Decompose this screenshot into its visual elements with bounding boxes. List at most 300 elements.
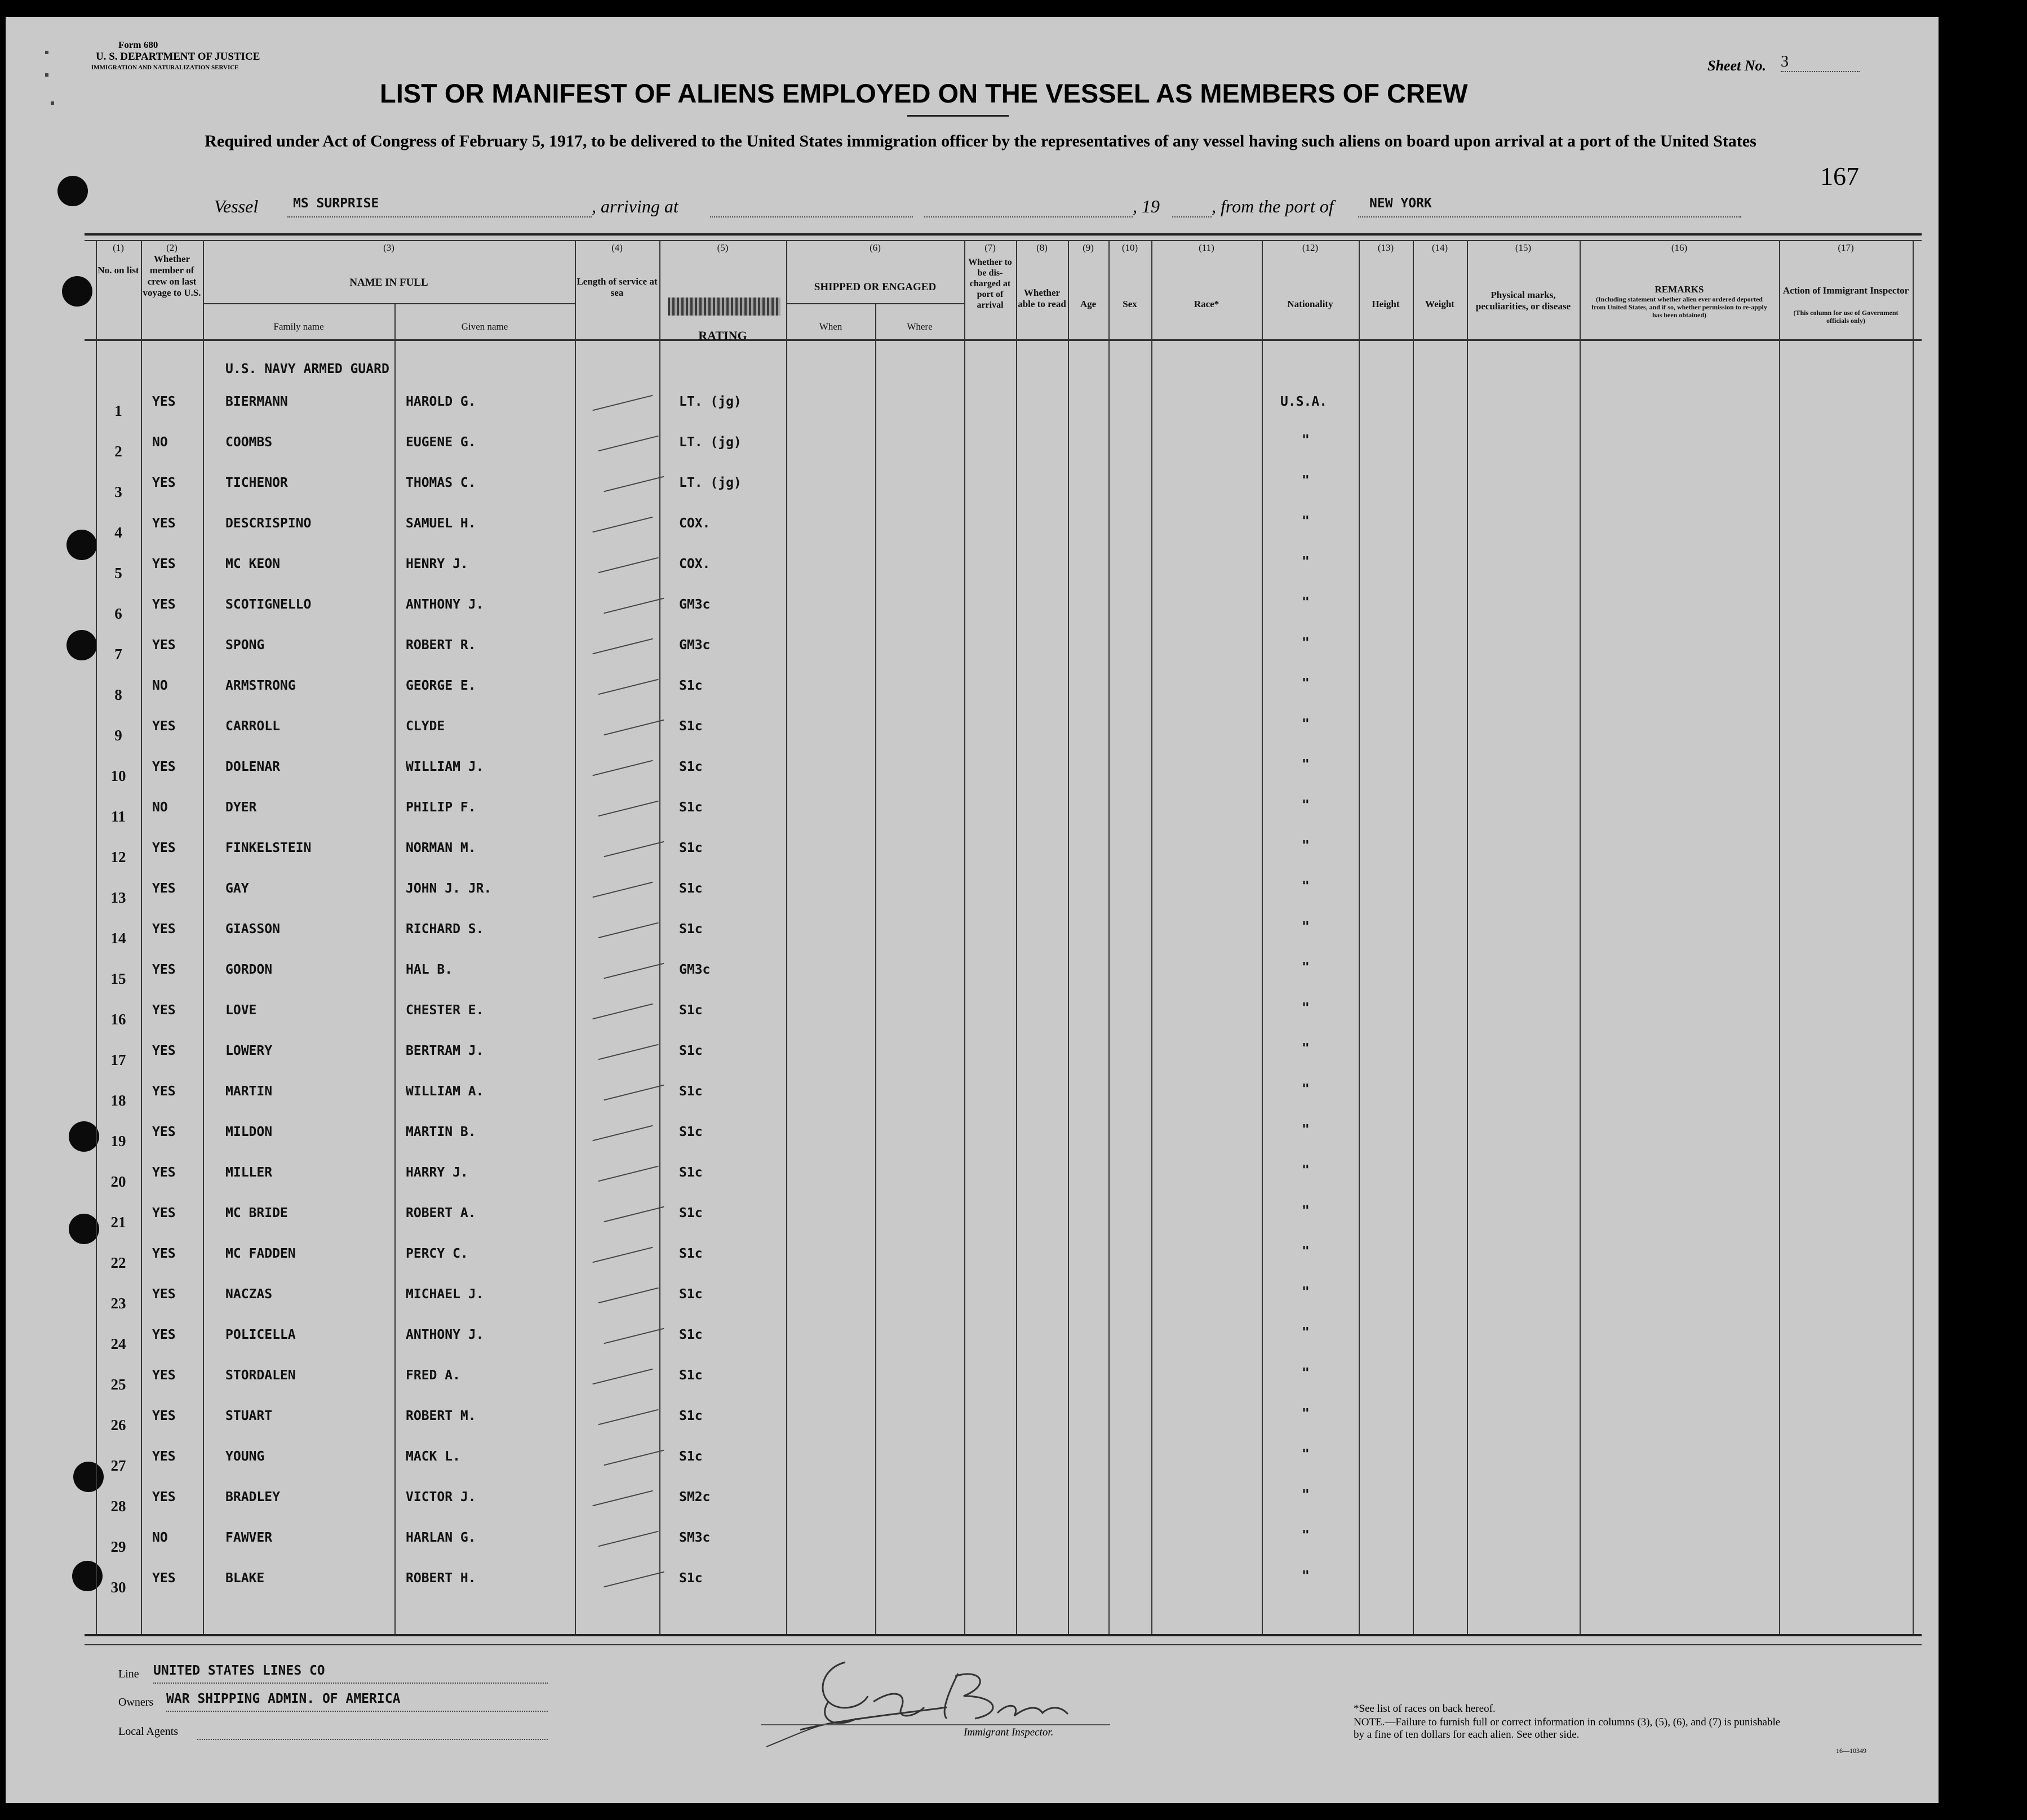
row-number: 22 [110, 1254, 126, 1271]
row-rating: COX. [679, 557, 711, 571]
footer-top-border [85, 1644, 1922, 1645]
row-family-name: POLICELLA [225, 1328, 296, 1342]
row-family-name: LOVE [225, 1003, 257, 1018]
service: IMMIGRATION AND NATURALIZATION SERVICE [91, 64, 239, 71]
service-tick-mark [598, 1531, 658, 1547]
header-remarks-note: (Including statement whether alien ever ordered deported from United States, and if so, whether permission to re-apply has been obtained) [1591, 295, 1767, 319]
row-last-voyage: NO [152, 678, 168, 693]
column-rule [1068, 240, 1069, 1634]
header-weight: Weight [1425, 299, 1454, 309]
row-last-voyage: YES [152, 1571, 176, 1586]
service-tick-mark [598, 801, 658, 817]
service-tick-mark [598, 679, 658, 695]
row-last-voyage: YES [152, 841, 176, 855]
date-underline [924, 216, 1133, 217]
agents-underline [197, 1739, 548, 1740]
column-rule [575, 240, 576, 1634]
column-rule [141, 240, 142, 1634]
port-name: NEW YORK [1369, 196, 1432, 211]
column-rule [1413, 240, 1414, 1634]
column-rule [1779, 240, 1780, 1634]
table-top-border-inner [85, 240, 1922, 241]
row-nationality: " [1302, 1244, 1310, 1259]
row-nationality: " [1302, 879, 1310, 894]
row-family-name: FAWVER [225, 1530, 273, 1545]
row-family-name: COOMBS [225, 435, 273, 450]
row-rating: S1c [679, 1571, 703, 1586]
header-height: Height [1372, 299, 1400, 309]
row-number: 25 [110, 1376, 126, 1393]
section-heading: U.S. NAVY ARMED GUARD [225, 362, 389, 376]
column-number: (12) [1302, 242, 1319, 253]
row-nationality: " [1302, 1488, 1310, 1502]
name-subheader-line [203, 303, 575, 304]
header-no-on-list: No. on list [97, 265, 139, 276]
column-rule [1913, 240, 1914, 1634]
row-number: 29 [110, 1538, 126, 1555]
row-given-name: FRED A. [406, 1368, 460, 1383]
row-family-name: ARMSTRONG [225, 678, 296, 693]
row-family-name: NACZAS [225, 1287, 273, 1302]
column-rule [203, 240, 204, 1634]
row-nationality: " [1302, 554, 1310, 569]
row-last-voyage: NO [152, 800, 168, 815]
row-family-name: BIERMANN [225, 394, 288, 409]
row-family-name: FINKELSTEIN [225, 841, 312, 855]
year-underline [1172, 216, 1212, 217]
row-rating: S1c [679, 1165, 703, 1180]
row-number: 23 [110, 1295, 126, 1312]
row-rating: S1c [679, 1368, 703, 1383]
row-rating: S1c [679, 881, 703, 896]
row-number: 17 [110, 1051, 126, 1068]
row-nationality: " [1302, 1082, 1310, 1097]
service-tick-mark [592, 1247, 653, 1263]
manifest-sheet [6, 17, 1939, 1803]
row-rating: GM3c [679, 638, 711, 652]
row-family-name: LOWERY [225, 1044, 273, 1058]
row-given-name: HARRY J. [406, 1165, 468, 1180]
row-given-name: ANTHONY J. [406, 1328, 484, 1342]
row-number: 8 [114, 686, 122, 703]
column-rule [964, 240, 965, 1634]
row-given-name: HAROLD G. [406, 394, 476, 409]
from-port-label: , from the port of [1212, 196, 1334, 216]
row-family-name: MARTIN [225, 1084, 273, 1099]
subtitle: Required under Act of Congress of February 5, 1917, to be delivered to the United States immigration officer by the representatives of any vessel having such aliens on board upon arrival at a port of the United States [205, 132, 1757, 150]
row-given-name: RICHARD S. [406, 922, 484, 936]
row-number: 14 [110, 930, 126, 947]
header-nationality: Nationality [1287, 299, 1333, 309]
row-rating: S1c [679, 719, 703, 734]
header-length-of-service: Length of service at sea [576, 276, 658, 298]
row-nationality: " [1302, 514, 1310, 529]
row-given-name: ROBERT A. [406, 1206, 476, 1220]
punch-hole [69, 1214, 99, 1244]
department: U. S. DEPARTMENT OF JUSTICE [96, 51, 260, 63]
vessel-underline [287, 216, 592, 217]
column-number: (9) [1083, 242, 1094, 253]
column-rule [786, 240, 787, 1634]
print-code: 16—10349 [1836, 1747, 1866, 1755]
service-tick-mark [592, 517, 653, 533]
stamp-number: 167 [1820, 162, 1859, 190]
row-given-name: HARLAN G. [406, 1530, 476, 1545]
row-rating: LT. (jg) [679, 435, 742, 450]
sheet-number: 3 [1781, 53, 1789, 70]
row-last-voyage: YES [152, 1003, 176, 1018]
race-footnote: *See list of races on back hereof. [1354, 1703, 1496, 1715]
service-tick-mark [604, 1206, 664, 1223]
row-nationality: " [1302, 920, 1310, 934]
row-given-name: EUGENE G. [406, 435, 476, 450]
row-last-voyage: YES [152, 922, 176, 936]
row-given-name: WILLIAM J. [406, 760, 484, 774]
row-family-name: DYER [225, 800, 257, 815]
row-nationality: " [1302, 1366, 1310, 1380]
column-number: (13) [1377, 242, 1394, 253]
row-nationality: " [1302, 1041, 1310, 1056]
header-family-name: Family name [273, 321, 324, 332]
row-last-voyage: YES [152, 1287, 176, 1302]
owners-value: WAR SHIPPING ADMIN. OF AMERICA [166, 1692, 401, 1706]
row-nationality: " [1302, 1122, 1310, 1137]
column-number: (17) [1838, 242, 1854, 253]
row-number: 30 [110, 1579, 126, 1596]
header-last-voyage: Whether member of crew on last voyage to U.S. [143, 254, 201, 298]
service-tick-mark [598, 922, 658, 939]
header-shipped-engaged: SHIPPED OR ENGAGED [814, 281, 937, 293]
row-given-name: CHESTER E. [406, 1003, 484, 1018]
service-tick-mark [592, 1490, 653, 1507]
row-nationality: " [1302, 1204, 1310, 1218]
row-family-name: CARROLL [225, 719, 280, 734]
row-nationality: " [1302, 1163, 1310, 1178]
service-tick-mark [604, 1085, 664, 1101]
column-number: (10) [1121, 242, 1138, 253]
row-last-voyage: YES [152, 1125, 176, 1139]
row-family-name: GIASSON [225, 922, 280, 936]
row-nationality: " [1302, 676, 1310, 691]
service-tick-mark [604, 1450, 664, 1466]
row-nationality: " [1302, 1569, 1310, 1583]
row-given-name: HENRY J. [406, 557, 468, 571]
sheet-number-line [1781, 71, 1860, 72]
row-family-name: MC FADDEN [225, 1246, 296, 1261]
row-last-voyage: YES [152, 516, 176, 531]
service-tick-mark [604, 841, 664, 858]
column-rule [1016, 240, 1017, 1634]
row-rating: GM3c [679, 597, 711, 612]
column-rule [659, 240, 660, 1634]
row-number: 9 [114, 727, 122, 744]
row-rating: S1c [679, 1449, 703, 1464]
vessel-name: MS SURPRISE [293, 196, 379, 211]
row-given-name: CLYDE [406, 719, 445, 734]
punch-hole [66, 530, 97, 560]
inspector-signature-line [761, 1724, 1110, 1725]
row-number: 5 [114, 565, 122, 581]
service-tick-mark [604, 598, 664, 614]
row-family-name: MILDON [225, 1125, 273, 1139]
row-given-name: ROBERT H. [406, 1571, 476, 1586]
column-number: (5) [717, 242, 729, 253]
row-rating: S1c [679, 922, 703, 936]
service-tick-mark [592, 760, 653, 776]
row-given-name: JOHN J. JR. [406, 881, 492, 896]
row-number: 20 [110, 1173, 126, 1190]
row-rating: S1c [679, 841, 703, 855]
row-given-name: BERTRAM J. [406, 1044, 484, 1058]
row-nationality: " [1302, 838, 1310, 853]
header-inspector-note: (This column for use of Government officials only) [1793, 309, 1899, 325]
row-given-name: THOMAS C. [406, 476, 476, 490]
inspector-signature [761, 1651, 1110, 1752]
local-agents-label: Local Agents [118, 1725, 179, 1738]
row-given-name: ROBERT M. [406, 1409, 476, 1423]
service-tick-mark [598, 557, 658, 574]
row-number: 24 [110, 1335, 126, 1352]
arriving-underline [710, 216, 913, 217]
row-number: 3 [114, 483, 122, 500]
row-last-voyage: YES [152, 597, 176, 612]
row-rating: S1c [679, 1084, 703, 1099]
row-given-name: NORMAN M. [406, 841, 476, 855]
row-nationality: " [1302, 595, 1310, 610]
row-nationality: " [1302, 1001, 1310, 1015]
row-number: 11 [111, 808, 126, 825]
column-number: (6) [870, 242, 881, 253]
row-rating: S1c [679, 1003, 703, 1018]
row-number: 6 [114, 605, 122, 622]
header-where: Where [907, 321, 933, 332]
row-family-name: TICHENOR [225, 476, 288, 490]
row-given-name: SAMUEL H. [406, 516, 476, 531]
row-last-voyage: YES [152, 760, 176, 774]
row-nationality: U.S.A. [1280, 394, 1328, 409]
header-discharged: Whether to be dis-charged at port of arrival [968, 258, 1012, 310]
row-last-voyage: YES [152, 638, 176, 652]
arriving-label: , arriving at [592, 196, 678, 216]
service-tick-mark [598, 1166, 658, 1182]
port-underline [1358, 216, 1741, 217]
column-rule [394, 303, 396, 1634]
row-number: 26 [110, 1417, 126, 1433]
row-number: 12 [110, 849, 126, 865]
corner-mark [45, 73, 48, 77]
row-last-voyage: YES [152, 1246, 176, 1261]
row-nationality: " [1302, 798, 1310, 813]
row-last-voyage: YES [152, 557, 176, 571]
row-last-voyage: NO [152, 435, 168, 450]
year-label: , 19 [1133, 196, 1160, 216]
row-last-voyage: YES [152, 719, 176, 734]
row-given-name: MACK L. [406, 1449, 460, 1464]
row-given-name: MARTIN B. [406, 1125, 476, 1139]
punch-hole [66, 630, 97, 660]
row-nationality: " [1302, 473, 1310, 488]
service-tick-mark [604, 1572, 664, 1588]
row-number: 18 [110, 1092, 126, 1109]
header-name-in-full: NAME IN FULL [349, 277, 428, 288]
row-last-voyage: YES [152, 1044, 176, 1058]
row-family-name: MILLER [225, 1165, 273, 1180]
row-family-name: STUART [225, 1409, 273, 1423]
row-family-name: SPONG [225, 638, 265, 652]
row-rating: S1c [679, 678, 703, 693]
row-given-name: PHILIP F. [406, 800, 476, 815]
vessel-label: Vessel [214, 196, 259, 216]
punch-hole [62, 276, 92, 307]
row-nationality: " [1302, 717, 1310, 731]
row-given-name: VICTOR J. [406, 1490, 476, 1504]
line-value: UNITED STATES LINES CO [153, 1663, 325, 1678]
row-rating: S1c [679, 1044, 703, 1058]
row-rating: S1c [679, 1409, 703, 1423]
row-number: 13 [110, 889, 126, 906]
header-inspector-action: Action of Immigrant Inspector [1782, 285, 1909, 296]
row-number: 4 [114, 524, 122, 541]
column-rule [1108, 240, 1110, 1634]
row-nationality: " [1302, 1447, 1310, 1462]
row-number: 1 [114, 402, 122, 419]
column-rule [875, 303, 876, 1634]
row-family-name: BRADLEY [225, 1490, 280, 1504]
row-last-voyage: NO [152, 1530, 168, 1545]
service-tick-mark [604, 963, 664, 979]
row-nationality: " [1302, 757, 1310, 772]
line-underline [153, 1683, 548, 1684]
table-bottom-border [85, 1634, 1922, 1636]
row-rating: S1c [679, 1125, 703, 1139]
row-family-name: GORDON [225, 962, 273, 977]
row-nationality: " [1302, 433, 1310, 447]
row-family-name: MC KEON [225, 557, 280, 571]
row-nationality: " [1302, 960, 1310, 975]
column-rule [1467, 240, 1468, 1634]
struck-out-header [668, 298, 780, 316]
row-given-name: HAL B. [406, 962, 453, 977]
title-underline [907, 115, 1009, 117]
service-tick-mark [598, 436, 658, 452]
punch-hole [69, 1121, 99, 1152]
page-title: LIST OR MANIFEST OF ALIENS EMPLOYED ON THE VESSEL AS MEMBERS OF CREW [380, 78, 1468, 108]
service-tick-mark [592, 1369, 653, 1385]
row-number: 10 [110, 767, 126, 784]
row-rating: S1c [679, 1287, 703, 1302]
row-nationality: " [1302, 1406, 1310, 1421]
row-rating: S1c [679, 800, 703, 815]
row-given-name: WILLIAM A. [406, 1084, 484, 1099]
row-rating: S1c [679, 1246, 703, 1261]
header-sex: Sex [1123, 299, 1137, 309]
row-rating: COX. [679, 516, 711, 531]
inspector-label: Immigrant Inspector. [964, 1726, 1054, 1738]
row-last-voyage: YES [152, 1206, 176, 1220]
row-family-name: GAY [225, 881, 249, 896]
service-tick-mark [604, 720, 664, 736]
service-tick-mark [598, 1288, 658, 1304]
service-tick-mark [592, 882, 653, 898]
column-number: (11) [1199, 242, 1214, 253]
row-family-name: YOUNG [225, 1449, 265, 1464]
row-last-voyage: YES [152, 962, 176, 977]
column-number: (8) [1036, 242, 1048, 253]
row-rating: LT. (jg) [679, 394, 742, 409]
column-number: (2) [166, 242, 178, 253]
column-number: (7) [984, 242, 996, 253]
row-number: 27 [110, 1457, 126, 1474]
row-family-name: DESCRISPINO [225, 516, 312, 531]
header-physical-marks: Physical marks, peculiarities, or disease [1475, 290, 1571, 312]
header-given-name: Given name [461, 321, 508, 332]
service-tick-mark [592, 1125, 653, 1142]
row-number: 28 [110, 1498, 126, 1515]
service-tick-mark [598, 1409, 658, 1426]
row-last-voyage: YES [152, 1368, 176, 1383]
header-rating: RATING [698, 329, 747, 343]
row-family-name: BLAKE [225, 1571, 265, 1586]
row-nationality: " [1302, 1528, 1310, 1543]
sheet-label: Sheet No. [1707, 57, 1766, 74]
service-tick-mark [604, 1328, 664, 1344]
column-number: (15) [1515, 242, 1532, 253]
row-family-name: STORDALEN [225, 1368, 296, 1383]
row-last-voyage: YES [152, 1490, 176, 1504]
service-tick-mark [592, 1004, 653, 1020]
row-last-voyage: YES [152, 1449, 176, 1464]
service-tick-mark [592, 395, 653, 411]
service-tick-mark [592, 638, 653, 655]
service-tick-mark [598, 1044, 658, 1060]
column-number: (1) [113, 242, 124, 253]
row-given-name: ANTHONY J. [406, 597, 484, 612]
row-last-voyage: YES [152, 1165, 176, 1180]
row-last-voyage: YES [152, 476, 176, 490]
punch-hole [57, 176, 88, 206]
form-number: Form 680 [118, 39, 158, 50]
row-family-name: DOLENAR [225, 760, 280, 774]
row-given-name: PERCY C. [406, 1246, 468, 1261]
row-number: 15 [110, 970, 126, 987]
line-label: Line [118, 1668, 139, 1680]
row-rating: SM3c [679, 1530, 711, 1545]
corner-mark [51, 101, 54, 105]
column-number: (4) [611, 242, 623, 253]
row-number: 16 [110, 1011, 126, 1028]
row-rating: SM2c [679, 1490, 711, 1504]
penalty-note: NOTE.—Failure to furnish full or correct information in columns (3), (5), (6), and (7) is punishable by a fine of ten dollars for each alien. See other side. [1354, 1716, 1781, 1741]
column-rule [1151, 240, 1152, 1634]
header-when: When [819, 321, 842, 332]
row-given-name: MICHAEL J. [406, 1287, 484, 1302]
row-family-name: SCOTIGNELLO [225, 597, 312, 612]
owners-underline [166, 1711, 548, 1712]
row-given-name: GEORGE E. [406, 678, 476, 693]
column-number: (14) [1431, 242, 1448, 253]
row-nationality: " [1302, 636, 1310, 650]
corner-mark [45, 51, 48, 54]
header-able-to-read: Whether able to read [1018, 287, 1066, 309]
row-nationality: " [1302, 1325, 1310, 1340]
row-last-voyage: YES [152, 1084, 176, 1099]
row-last-voyage: YES [152, 1409, 176, 1423]
table-top-border [85, 233, 1922, 236]
row-given-name: ROBERT R. [406, 638, 476, 652]
column-number: (3) [383, 242, 394, 253]
row-rating: S1c [679, 1206, 703, 1220]
row-last-voyage: YES [152, 394, 176, 409]
